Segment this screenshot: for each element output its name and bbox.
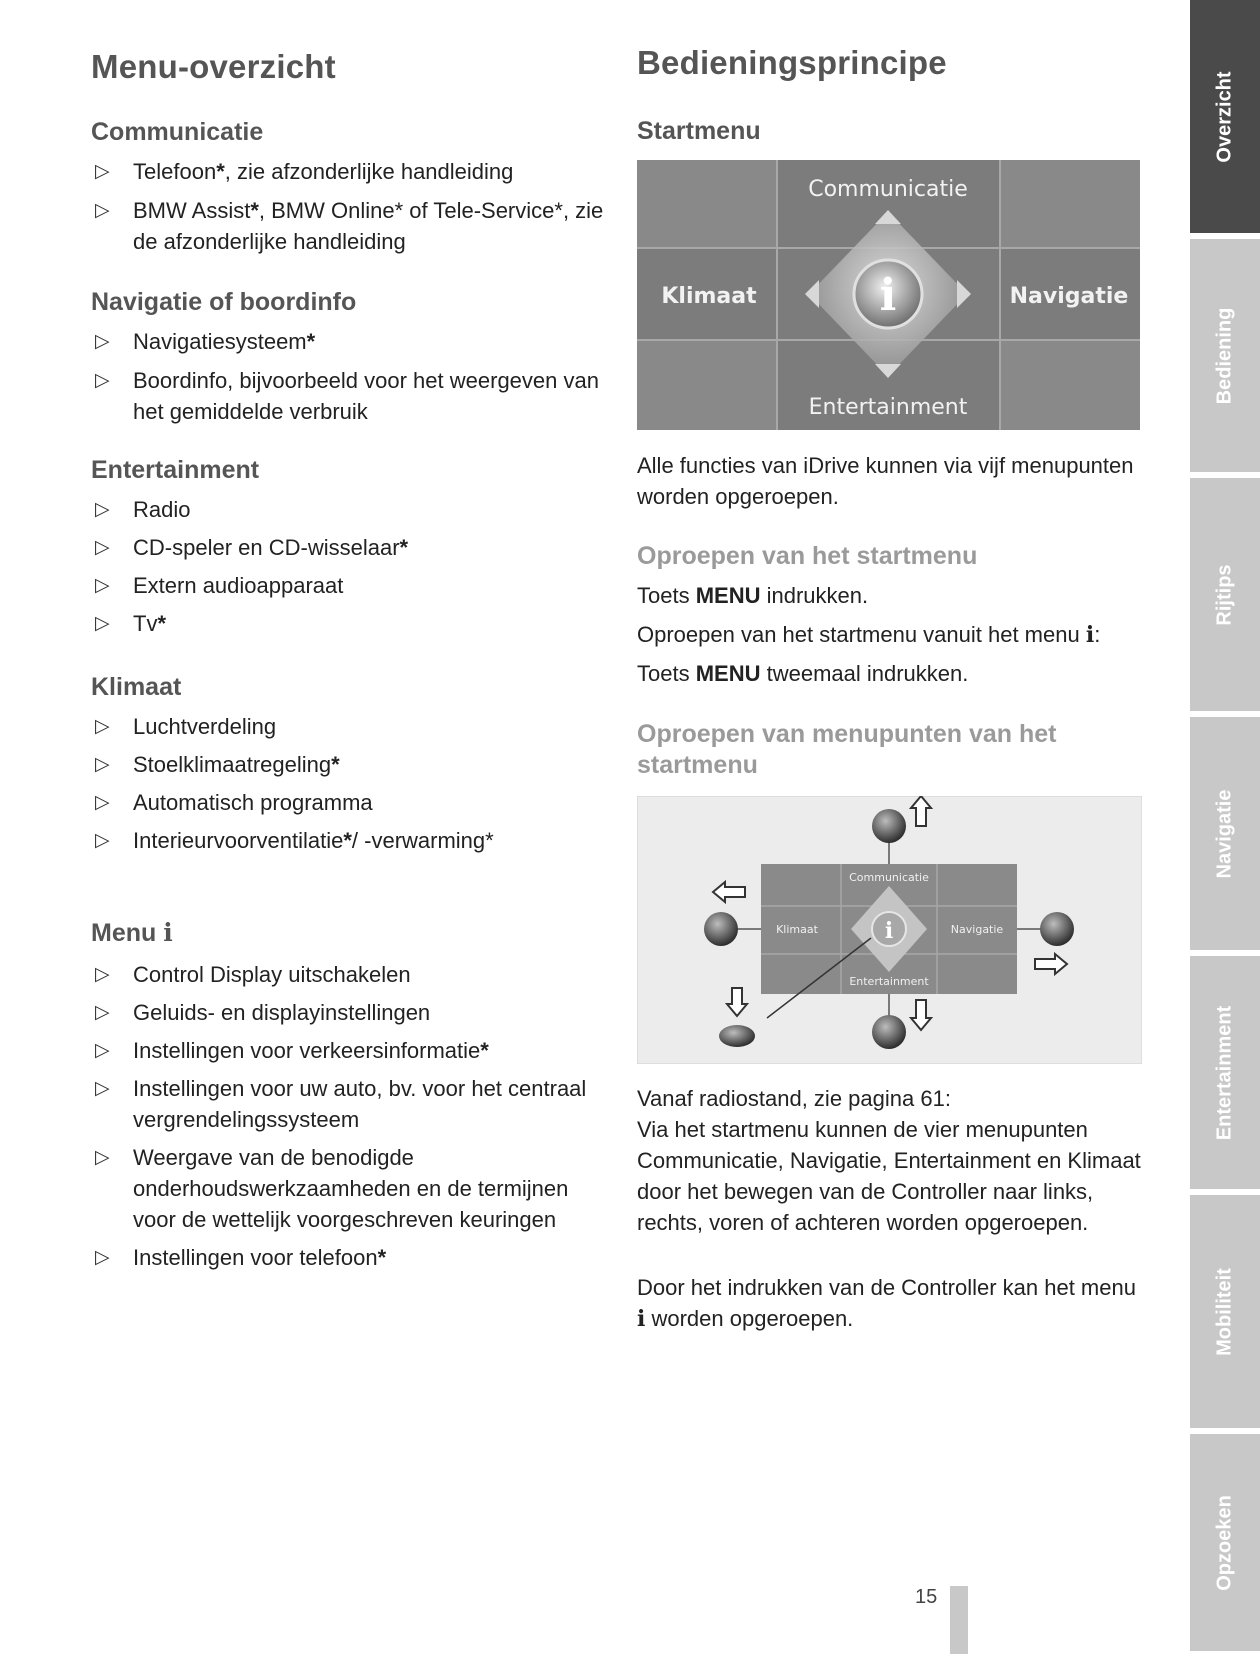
list-item: ▷ Navigatiesysteem*	[91, 326, 611, 357]
list-item: ▷ Radio	[91, 494, 611, 525]
triangle-bullet-icon: ▷	[95, 200, 110, 221]
list-item: ▷ Luchtverdeling	[91, 711, 611, 742]
tab-bediening[interactable]: Bediening	[1190, 239, 1260, 475]
controller-knob-left	[704, 912, 738, 946]
triangle-bullet-icon: ▷	[95, 716, 110, 737]
paragraph-toets-menu: Toets MENU indrukken.	[637, 583, 869, 608]
section-heading-klimaat: Klimaat	[91, 673, 182, 701]
list-item: ▷ BMW Assist*, BMW Online* of Tele-Service*, zie de afzonderlijke handleiding	[91, 195, 611, 257]
screen-label-navigatie: Navigatie	[1009, 284, 1129, 309]
section-heading-navigatie: Navigatie of boordinfo	[91, 288, 357, 316]
triangle-bullet-icon: ▷	[95, 1002, 110, 1023]
triangle-bullet-icon: ▷	[95, 331, 110, 352]
tab-overzicht[interactable]: Overzicht	[1190, 0, 1260, 236]
paragraph-indrukken-controller: Door het indrukken van de Controller kan het menu i worden opgeroepen.	[637, 1275, 1136, 1332]
triangle-bullet-icon: ▷	[95, 575, 110, 596]
list-item: ▷ Instellingen voor telefoon*	[91, 1242, 611, 1273]
chapter-tabs	[1190, 0, 1260, 1654]
paragraph-via-startmenu: Via het startmenu kunnen de vier menupunten Communicatie, Navigatie, Entertainment en Klimaat door het bewegen van de Controller naar links, rechts, voren of achteren worden opgeroepen.	[637, 1117, 1141, 1235]
list-item: ▷ Interieurvoorventilatie*/ -verwarming*	[91, 825, 611, 856]
subheading-oproepen-startmenu: Oproepen van het startmenu	[637, 542, 978, 570]
screen-label-entertainment: Entertainment	[808, 395, 968, 420]
list-item: ▷ Extern audioapparaat	[91, 570, 611, 601]
list-item: ▷ Control Display uitschakelen	[91, 959, 611, 990]
screen-label-klimaat: Klimaat	[661, 284, 757, 309]
triangle-bullet-icon: ▷	[95, 1147, 110, 1168]
list-item: ▷ Automatisch programma	[91, 787, 611, 818]
triangle-bullet-icon: ▷	[95, 830, 110, 851]
info-i-icon: i	[884, 918, 894, 944]
page-title-menu-overzicht: Menu-overzicht	[91, 48, 336, 85]
communicatie-list	[91, 156, 611, 265]
info-i-icon: i	[163, 918, 173, 947]
tab-mobiliteit[interactable]: Mobiliteit	[1190, 1195, 1260, 1431]
triangle-bullet-icon: ▷	[95, 1247, 110, 1268]
triangle-bullet-icon: ▷	[95, 613, 110, 634]
triangle-bullet-icon: ▷	[95, 161, 110, 182]
paragraph-tweemaal: Toets MENU tweemaal indrukken.	[637, 661, 969, 686]
klimaat-list	[91, 711, 611, 863]
screen-label-communicatie: Communicatie	[808, 177, 968, 202]
list-item: ▷ Tv*	[91, 608, 611, 639]
diagram-label-communicatie: Communicatie	[849, 871, 929, 884]
navigatie-list	[91, 326, 611, 435]
tab-entertainment[interactable]: Entertainment	[1190, 956, 1260, 1192]
section-heading-entertainment: Entertainment	[91, 456, 260, 484]
list-item: ▷ Geluids- en displayinstellingen	[91, 997, 611, 1028]
info-i-icon: i	[879, 270, 897, 321]
triangle-bullet-icon: ▷	[95, 964, 110, 985]
list-item: ▷ CD-speler en CD-wisselaar*	[91, 532, 611, 563]
info-i-icon: i	[637, 1306, 646, 1332]
screen-tile	[1000, 340, 1140, 430]
entertainment-list	[91, 494, 611, 646]
subheading-oproepen-menupunten: Oproepen van menupunten van het startmenu	[637, 720, 1057, 779]
triangle-bullet-icon: ▷	[95, 499, 110, 520]
info-i-icon: i	[1085, 622, 1095, 648]
list-item: ▷ Instellingen voor uw auto, bv. voor het centraal vergrendelingssysteem	[91, 1073, 611, 1135]
section-heading-startmenu: Startmenu	[637, 117, 761, 145]
list-item: ▷ Boordinfo, bijvoorbeeld voor het weergeven van het gemiddelde verbruik	[91, 365, 611, 427]
triangle-bullet-icon: ▷	[95, 792, 110, 813]
screen-tile	[637, 160, 777, 248]
paragraph-radiostand: Vanaf radiostand, zie pagina 61:	[637, 1086, 951, 1111]
page-title-bedieningsprincipe: Bedieningsprincipe	[637, 44, 947, 81]
triangle-bullet-icon: ▷	[95, 370, 110, 391]
triangle-bullet-icon: ▷	[95, 1040, 110, 1061]
paragraph-vanuit-menu: Oproepen van het startmenu vanuit het menu i:	[637, 622, 1101, 648]
section-heading-menu: Menu i	[91, 918, 173, 947]
diagram-label-navigatie: Navigatie	[950, 923, 1004, 936]
list-item: ▷ Stoelklimaatregeling*	[91, 749, 611, 780]
triangle-bullet-icon: ▷	[95, 754, 110, 775]
controller-knob-right	[1040, 912, 1074, 946]
startmenu-screen-image	[637, 160, 1140, 430]
list-item: ▷ Telefoon*, zie afzonderlijke handleiding	[91, 156, 611, 187]
page-number: 15	[915, 1586, 938, 1608]
screen-tile	[1000, 160, 1140, 248]
controller-knob-press	[719, 1025, 755, 1047]
list-item: ▷ Weergave van de benodigde onderhoudswerkzaamheden en de termijnen voor de wettelijk voorgeschreven keuringen	[91, 1142, 611, 1235]
triangle-bullet-icon: ▷	[95, 537, 110, 558]
page-number-bar	[950, 1586, 968, 1654]
controller-diagram-image	[637, 796, 1142, 1064]
controller-knob-top	[872, 809, 906, 843]
list-item: ▷ Instellingen voor verkeersinformatie*	[91, 1035, 611, 1066]
diagram-label-entertainment: Entertainment	[849, 975, 929, 988]
section-heading-communicatie: Communicatie	[91, 118, 264, 146]
tab-navigatie[interactable]: Navigatie	[1190, 717, 1260, 953]
controller-knob-bottom	[872, 1015, 906, 1049]
screen-tile	[637, 340, 777, 430]
menu-list	[91, 959, 611, 1280]
diagram-label-klimaat: Klimaat	[776, 923, 818, 936]
triangle-bullet-icon: ▷	[95, 1078, 110, 1099]
tab-rijtips[interactable]: Rijtips	[1190, 478, 1260, 714]
intro-paragraph: Alle functies van iDrive kunnen via vijf menupunten worden opgeroepen.	[637, 453, 1134, 509]
tab-opzoeken[interactable]: Opzoeken	[1190, 1434, 1260, 1654]
